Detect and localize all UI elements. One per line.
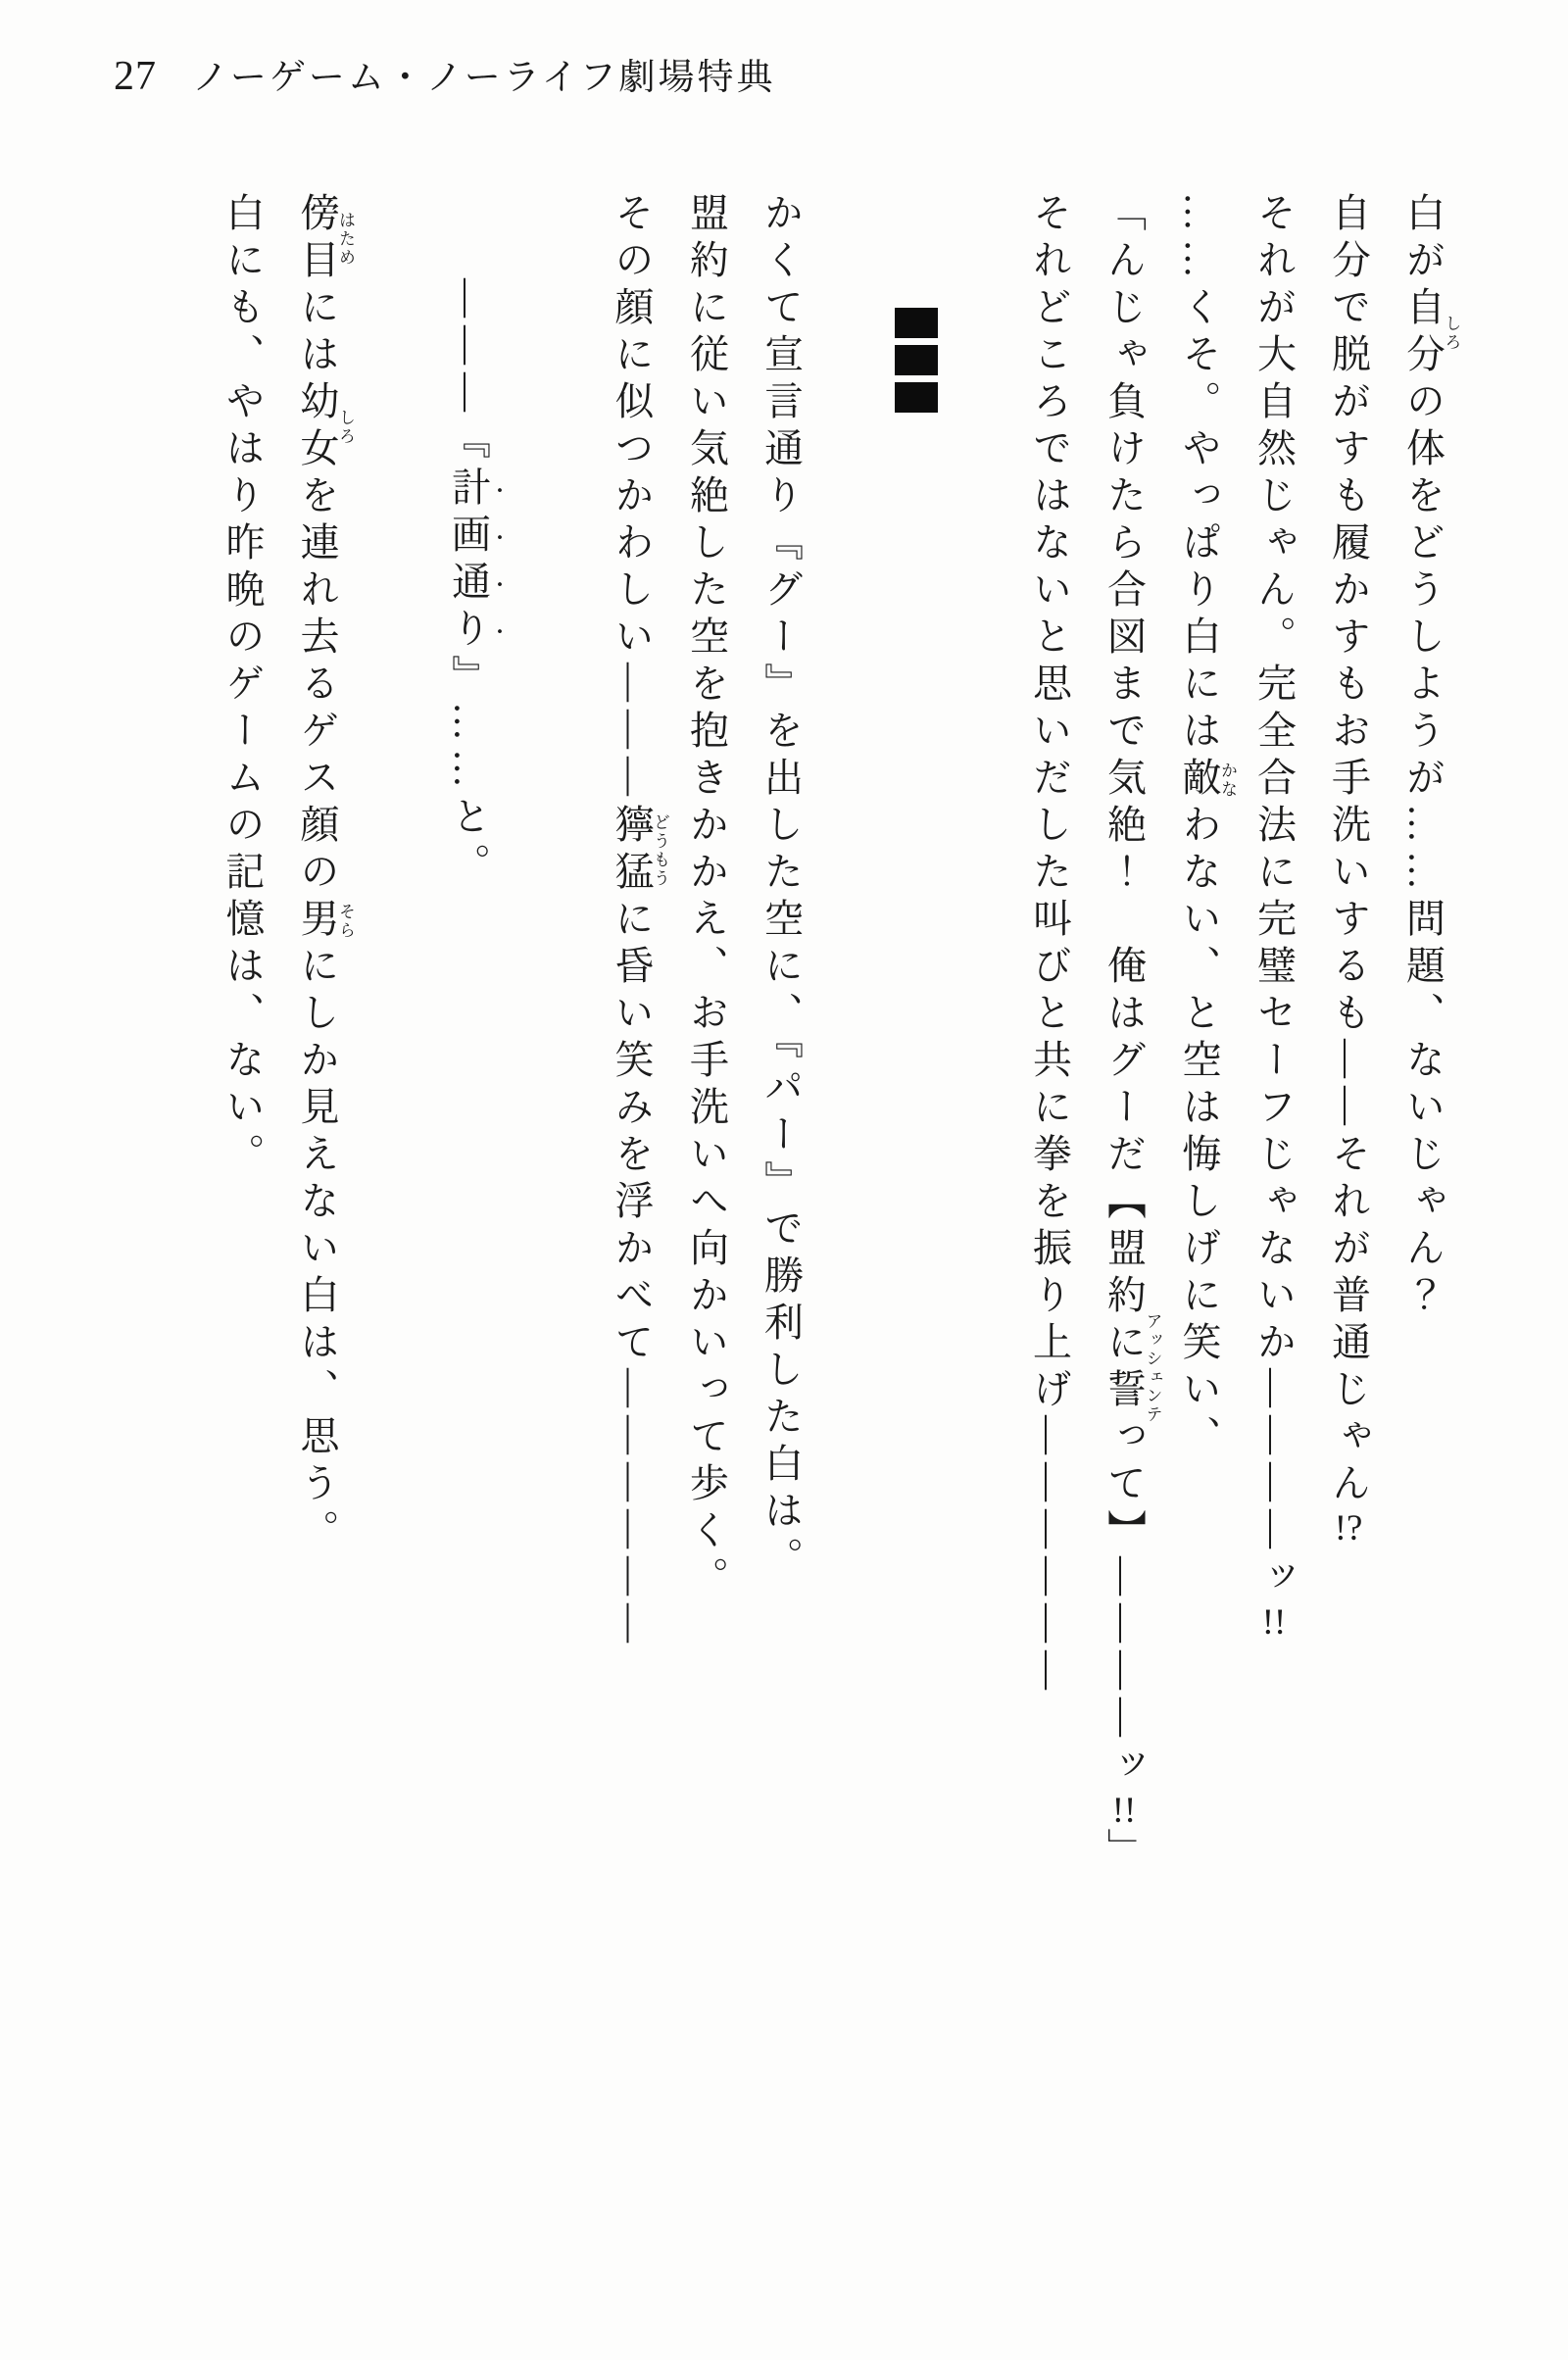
tcy-exclamation: !! bbox=[1111, 1792, 1137, 1828]
line-10 bbox=[431, 192, 511, 1858]
text-run: 「んじゃ負けたら合図まで気絶！ 俺はグーだ【 bbox=[1102, 192, 1147, 1227]
text-run: には bbox=[295, 286, 339, 380]
text-run: 白にも、やはり昨晩のゲームの記憶は、ない。 bbox=[220, 192, 265, 1180]
ruby-annotated-text: 男そら bbox=[295, 898, 355, 945]
text-run: にしか見えない白は、思う。 bbox=[295, 945, 339, 1556]
tcy-exclamation: !? bbox=[1334, 1509, 1363, 1546]
text-run: を連れ去るゲス顔の bbox=[295, 474, 339, 898]
section-break-square bbox=[895, 345, 938, 375]
line-06 bbox=[1012, 192, 1087, 1858]
line-08 bbox=[669, 192, 744, 1858]
page-number: 27 bbox=[114, 54, 157, 99]
section-break-square bbox=[895, 308, 938, 338]
text-run: ……くそ。やっぱり白には bbox=[1177, 192, 1221, 757]
text-run: それどころではないと思いだした叫びと共に拳を振り上げ―――――― bbox=[1027, 192, 1072, 1697]
emphasis-dot: ・ bbox=[487, 467, 511, 514]
text-run: わない、と空は悔しげに笑い、 bbox=[1177, 804, 1221, 1462]
line-07 bbox=[744, 192, 818, 1858]
line-12 bbox=[205, 192, 279, 1858]
ruby-annotated-text: 敵かな bbox=[1177, 757, 1237, 804]
line-04 bbox=[1161, 192, 1237, 1858]
text-run: 】――――ッ bbox=[1102, 1509, 1147, 1792]
furigana: しろ bbox=[336, 380, 355, 474]
section-break-square bbox=[895, 382, 938, 413]
line-09 bbox=[594, 192, 669, 1858]
page-header bbox=[114, 47, 776, 100]
line-05 bbox=[1087, 192, 1162, 1875]
section-break bbox=[895, 308, 940, 419]
line-03 bbox=[1237, 192, 1311, 1858]
ruby-annotated-text: 盟約に誓ってアッシェンテ bbox=[1102, 1227, 1162, 1509]
emphasis-dot: ・ bbox=[487, 608, 511, 655]
furigana: かな bbox=[1218, 757, 1237, 804]
ruby-annotated-text: 幼女しろ bbox=[295, 380, 355, 474]
furigana: そら bbox=[336, 898, 355, 945]
text-run: 」 bbox=[1102, 1827, 1147, 1875]
text-run: 』……と。 bbox=[446, 655, 491, 890]
tcy-exclamation: !! bbox=[1261, 1603, 1287, 1640]
line-02 bbox=[1311, 192, 1386, 1858]
text-run: 白が bbox=[1400, 192, 1446, 286]
furigana: アッシェンテ bbox=[1143, 1227, 1162, 1509]
text-run: ―――『 bbox=[446, 278, 491, 467]
text-run: それが大自然じゃん。完全合法に完璧セーフじゃないか――――ッ bbox=[1251, 192, 1297, 1603]
emphasized-char: り・ bbox=[446, 608, 511, 655]
emphasis-dot: ・ bbox=[487, 514, 511, 561]
furigana: どうもう bbox=[651, 804, 669, 898]
ruby-annotated-text: 傍目はため bbox=[295, 192, 355, 286]
emphasis-dot: ・ bbox=[487, 561, 511, 608]
running-title: ノーゲーム・ノーライフ劇場特典 bbox=[192, 56, 776, 98]
emphasized-char: 画・ bbox=[446, 514, 511, 561]
text-run: その顔に似つかわしい――― bbox=[610, 192, 654, 804]
ruby-annotated-text: 獰猛どうもう bbox=[610, 804, 669, 898]
emphasized-char: 計・ bbox=[446, 467, 511, 514]
line-11 bbox=[279, 192, 355, 1858]
text-run: 自分で脱がすも履かすもお手洗いするも――それが普通じゃん bbox=[1326, 192, 1371, 1509]
emphasized-char: 通・ bbox=[446, 561, 511, 608]
text-run: かくて宣言通り『グー』を出した空に、『パー』で勝利した白は。 bbox=[759, 192, 804, 1584]
ruby-annotated-text: 自分しろ bbox=[1400, 286, 1461, 380]
body-text bbox=[205, 192, 1461, 1875]
furigana: しろ bbox=[1442, 286, 1461, 380]
text-run: に昏い笑みを浮かべて―――――― bbox=[610, 898, 654, 1650]
furigana: はため bbox=[336, 192, 355, 286]
text-run: 盟約に従い気絶した空を抱きかかえ、お手洗いへ向かいって歩く。 bbox=[684, 192, 729, 1603]
line-01 bbox=[1386, 192, 1461, 1858]
text-run: の体をどうしようが……問題、ないじゃん？ bbox=[1400, 380, 1446, 1321]
